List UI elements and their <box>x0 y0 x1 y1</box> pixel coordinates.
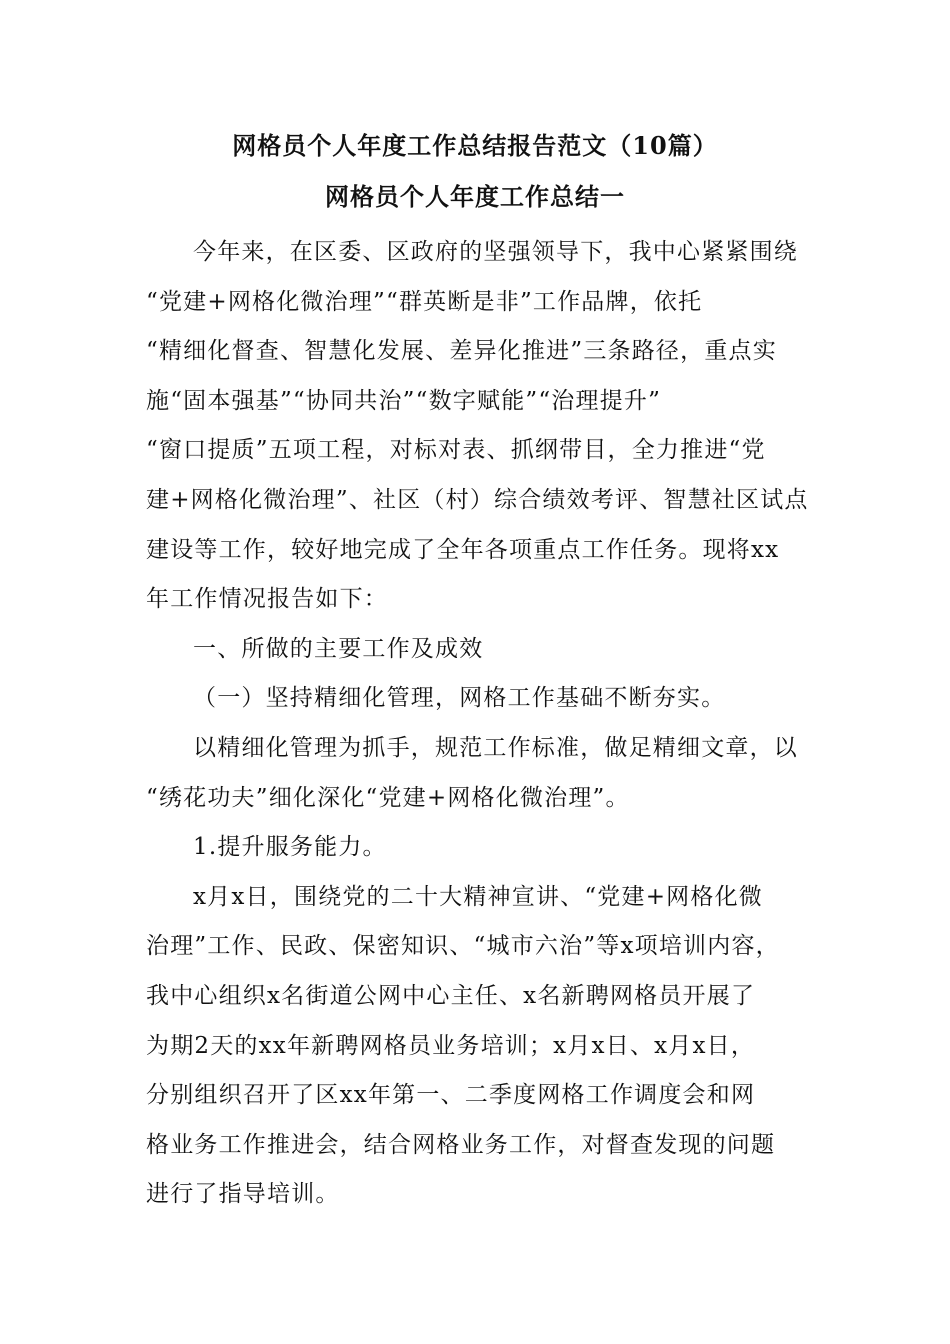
document-subtitle: 网格员个人年度工作总结一 <box>325 182 625 211</box>
paragraph-line: 年工作情况报告如下： <box>146 586 388 613</box>
paragraph-line: “绣花功夫”细化深化“党建+网格化微治理”。 <box>146 784 630 811</box>
paragraph-line: 今年来，在区委、区政府的坚强领导下，我中心紧紧围绕 <box>193 239 798 265</box>
document-body <box>146 228 818 1220</box>
paragraph-line: 治理”工作、民政、保密知识、“城市六治”等x项培训内容， <box>146 933 780 960</box>
paragraph-line: 格业务工作推进会，结合网格业务工作，对督查发现的问题 <box>146 1131 776 1158</box>
paragraph-line: 以精细化管理为抓手，规范工作标准，做足精细文章，以 <box>193 734 798 761</box>
paragraph-line: “窗口提质”五项工程，对标对表、抓纲带目，全力推进“党 <box>146 437 766 464</box>
paragraph-line: 施“固本强基”“协同共治”“数字赋能”“治理提升” <box>146 387 662 414</box>
paragraph-line: x月x日，围绕党的二十大精神宣讲、“党建+网格化微 <box>193 883 763 910</box>
paragraph-line: 建+网格化微治理”、社区（村）综合绩效考评、智慧社区试点 <box>146 486 809 513</box>
paragraph-line: “党建+网格化微治理”“群英断是非”工作品牌，依托 <box>146 288 703 315</box>
paragraph-line: 建设等工作，较好地完成了全年各项重点工作任务。现将xx <box>146 536 780 563</box>
paragraph-line: 分别组织召开了区xx年第一、二季度网格工作调度会和网 <box>146 1082 756 1109</box>
paragraph-line: “精细化督查、智慧化发展、差异化推进”三条路径，重点实 <box>146 338 777 365</box>
document-title: 网格员个人年度工作总结报告范文（10篇） <box>232 131 718 160</box>
section-heading: 一、所做的主要工作及成效 <box>193 635 484 662</box>
subsection-heading: （一）坚持精细化管理，网格工作基础不断夯实。 <box>193 685 726 712</box>
paragraph-line: 进行了指导培训。 <box>146 1181 340 1208</box>
item-heading: 1.提升服务能力。 <box>193 834 387 861</box>
paragraph-line: 为期2天的xx年新聘网格员业务培训；x月x日、x月x日， <box>146 1032 756 1059</box>
paragraph-line: 我中心组织x名街道公网中心主任、x名新聘网格员开展了 <box>146 982 756 1009</box>
